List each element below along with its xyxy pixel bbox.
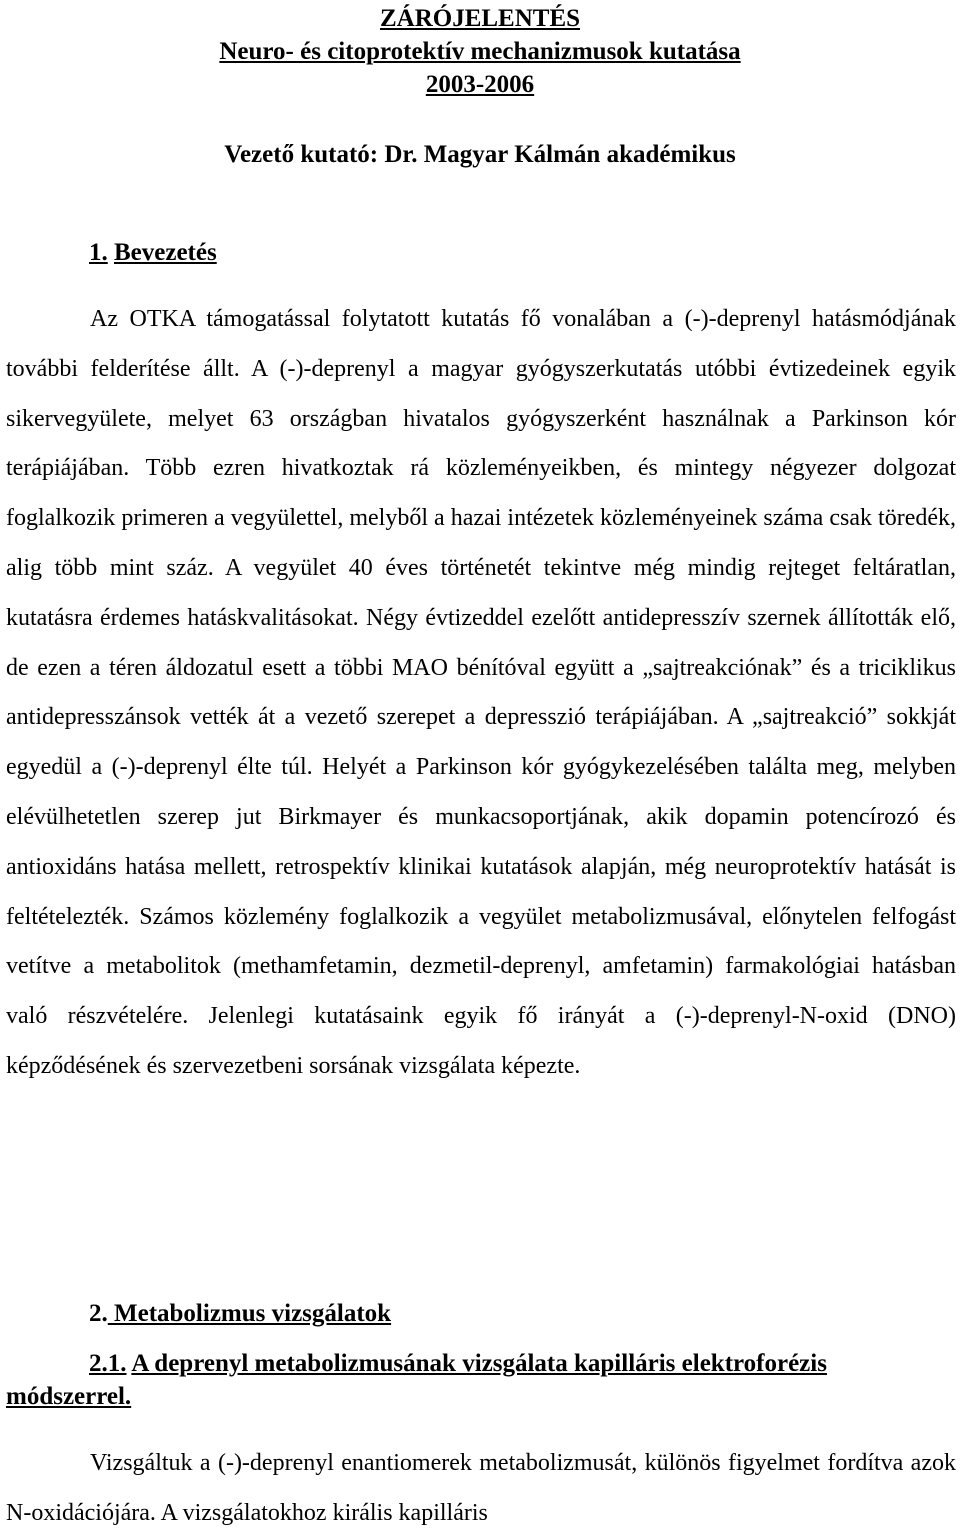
section-1-heading xyxy=(89,236,217,269)
section-1-title: Bevezetés xyxy=(114,239,217,266)
lead-researcher: Vezető kutató: Dr. Magyar Kálmán akadémikus xyxy=(224,141,736,168)
subsection-2-1-heading xyxy=(6,1347,956,1413)
section-2-number: 2. xyxy=(89,1300,108,1327)
section-1-paragraph: Az OTKA támogatással folytatott kutatás fő vonalában a (-)-deprenyl hatásmódjának további felderítése állt. A (-)-deprenyl a magyar gyógyszerkutatás utóbbi évtizedeinek egyik sikervegyülete, melyet 63 országban hivatalos gyógyszerként használnak a Parkinson kór terápiájában. Több ezren hivatkoztak rá közleményeikben, és mintegy négyezer dolgozat foglalkozik primeren a vegyülettel, melyből a hazai intézetek közleményeinek száma csak töredék, alig több mint száz. A vegyület 40 éves történetét tekintve még mindig rejteget feltáratlan, kutatásra érdemes hatáskvalitásokat. Négy évtizeddel ezelőtt antidepresszív szernek állították elő, de ezen a téren áldozatul esett a többi MAO bénítóval együtt a „sajtreakciónak” és a triciklikus antidepresszánsok vették át a vezető szerepet a depresszió terápiájában. A „sajtreakció” sokkját egyedül a (-)-deprenyl élte túl. Helyét a Parkinson kór gyógykezelésében találta meg, melyben elévülhetetlen szerep jut Birkmayer és munkacsoportjának, akik dopamin potencírozó és antioxidáns hatása mellett, retrospektív klinikai kutatások alapján, még neuroprotektív hatását is feltételezték. Számos közlemény foglalkozik a vegyület metabolizmusával, előnytelen felfogást vetítve a metabolitok (methamfetamin, dezmetil-deprenyl, amfetamin) farmakológiai hatásban való részvételére. Jelenlegi kutatásaink egyik fő irányát a (-)-deprenyl-N-oxid (DNO) képződésének és szervezetbeni sorsának vizsgálata képezte. xyxy=(6,306,956,1079)
report-title: ZÁRÓJELENTÉS xyxy=(379,5,581,32)
report-subtitle: Neuro- és citoprotektív mechanizmusok kutatása xyxy=(219,38,741,65)
section-1-number: 1. xyxy=(89,239,108,266)
report-header xyxy=(0,2,960,101)
report-years: 2003-2006 xyxy=(425,71,535,98)
section-2-title: Metabolizmus vizsgálatok xyxy=(107,1300,392,1327)
subsection-2-1-title: A deprenyl metabolizmusának vizsgálata kapilláris elektroforézis módszerrel. xyxy=(6,1350,827,1410)
subsection-2-1-number: 2.1. xyxy=(89,1350,127,1377)
section-2-heading xyxy=(89,1297,391,1330)
section-2-1-paragraph: Vizsgáltuk a (-)-deprenyl enantiomerek metabolizmusát, különös figyelmet fordítva azok N-oxidációjára. A vizsgálatokhoz királis kapilláris xyxy=(6,1450,956,1526)
